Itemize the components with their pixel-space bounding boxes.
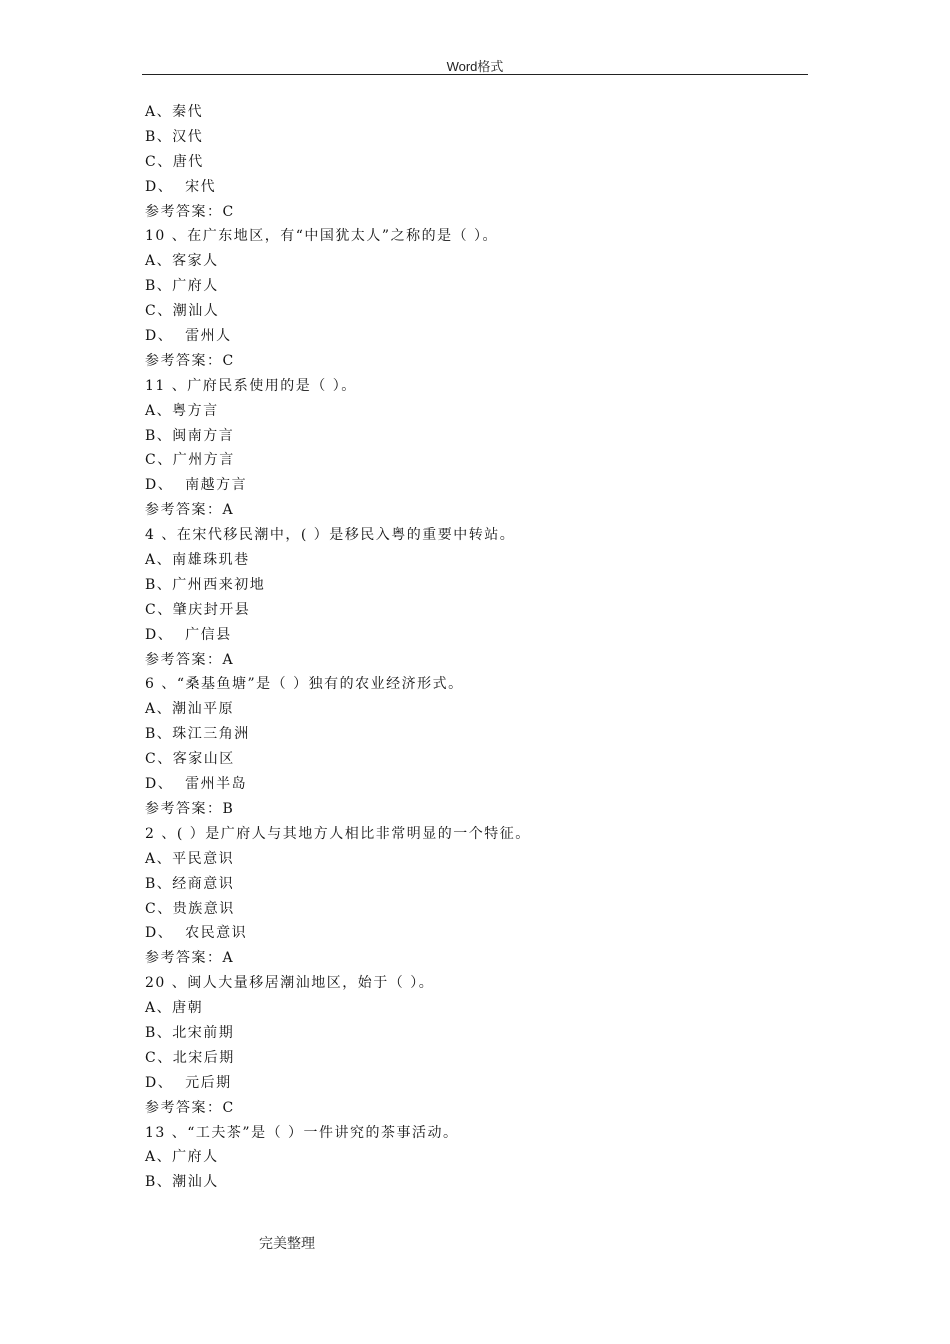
text-line: B、潮汕人 bbox=[145, 1174, 219, 1191]
text-line: A、唐朝 bbox=[145, 1000, 204, 1017]
text-line: C、潮汕人 bbox=[145, 303, 220, 320]
page-footer: 完美整理 bbox=[259, 1236, 315, 1252]
text-line: 2 、( ）是广府人与其地方人相比非常明显的一个特征。 bbox=[145, 825, 531, 842]
text-line: 13 、“工夫茶”是（ ）一件讲究的茶事活动。 bbox=[145, 1124, 459, 1141]
text-line: B、闽南方言 bbox=[145, 427, 235, 444]
text-line: D、 宋代 bbox=[145, 178, 217, 195]
page-header bbox=[142, 56, 808, 75]
text-line: C、肇庆封开县 bbox=[145, 601, 251, 618]
text-line: B、广府人 bbox=[145, 278, 219, 295]
text-line: D、 元后期 bbox=[145, 1074, 232, 1091]
text-line: A、南雄珠玑巷 bbox=[145, 552, 250, 569]
text-line: C、客家山区 bbox=[145, 751, 235, 768]
text-line: 4 、在宋代移民潮中，( ）是移民入粤的重要中转站。 bbox=[145, 527, 516, 544]
text-line: C、广州方言 bbox=[145, 452, 235, 469]
text-line: A、平民意识 bbox=[145, 850, 235, 867]
text-line: D、 农民意识 bbox=[145, 925, 248, 942]
text-line: 参考答案：A bbox=[145, 950, 235, 967]
text-line: C、北宋后期 bbox=[145, 1049, 235, 1066]
text-line: 6 、“桑基鱼塘”是（ ）独有的农业经济形式。 bbox=[145, 676, 464, 693]
text-line: B、经商意识 bbox=[145, 875, 235, 892]
text-line: 参考答案：B bbox=[145, 800, 235, 817]
text-line: 参考答案：A bbox=[145, 502, 235, 519]
text-line: A、秦代 bbox=[145, 104, 204, 120]
text-line: 参考答案：C bbox=[145, 203, 235, 220]
text-line: D、 雷州人 bbox=[145, 328, 232, 345]
text-line: A、客家人 bbox=[145, 253, 219, 270]
text-line: 20 、闽人大量移居潮汕地区，始于（ ）。 bbox=[145, 975, 435, 992]
text-line: 11 、广府民系使用的是（ ）。 bbox=[145, 377, 357, 394]
text-line: 参考答案：C bbox=[145, 352, 235, 369]
text-line: B、北宋前期 bbox=[145, 1024, 235, 1041]
text-line: A、广府人 bbox=[145, 1149, 219, 1166]
text-line: D、 雷州半岛 bbox=[145, 776, 248, 793]
header-title: Word格式 bbox=[446, 59, 504, 74]
text-line: 参考答案：A bbox=[145, 651, 235, 668]
text-line: 10 、在广东地区，有“中国犹太人”之称的是（ ）。 bbox=[145, 228, 499, 245]
text-line: C、贵族意识 bbox=[145, 900, 235, 917]
text-line: B、汉代 bbox=[145, 128, 204, 145]
text-line: D、 广信县 bbox=[145, 626, 232, 643]
text-line: A、潮汕平原 bbox=[145, 701, 235, 718]
text-line: A、粤方言 bbox=[145, 402, 219, 419]
text-line: 参考答案：C bbox=[145, 1099, 235, 1116]
document-body bbox=[145, 100, 805, 1195]
text-line: C、唐代 bbox=[145, 153, 204, 170]
text-line: D、 南越方言 bbox=[145, 477, 248, 494]
text-line: B、珠江三角洲 bbox=[145, 726, 250, 743]
text-line: B、广州西来初地 bbox=[145, 576, 266, 593]
